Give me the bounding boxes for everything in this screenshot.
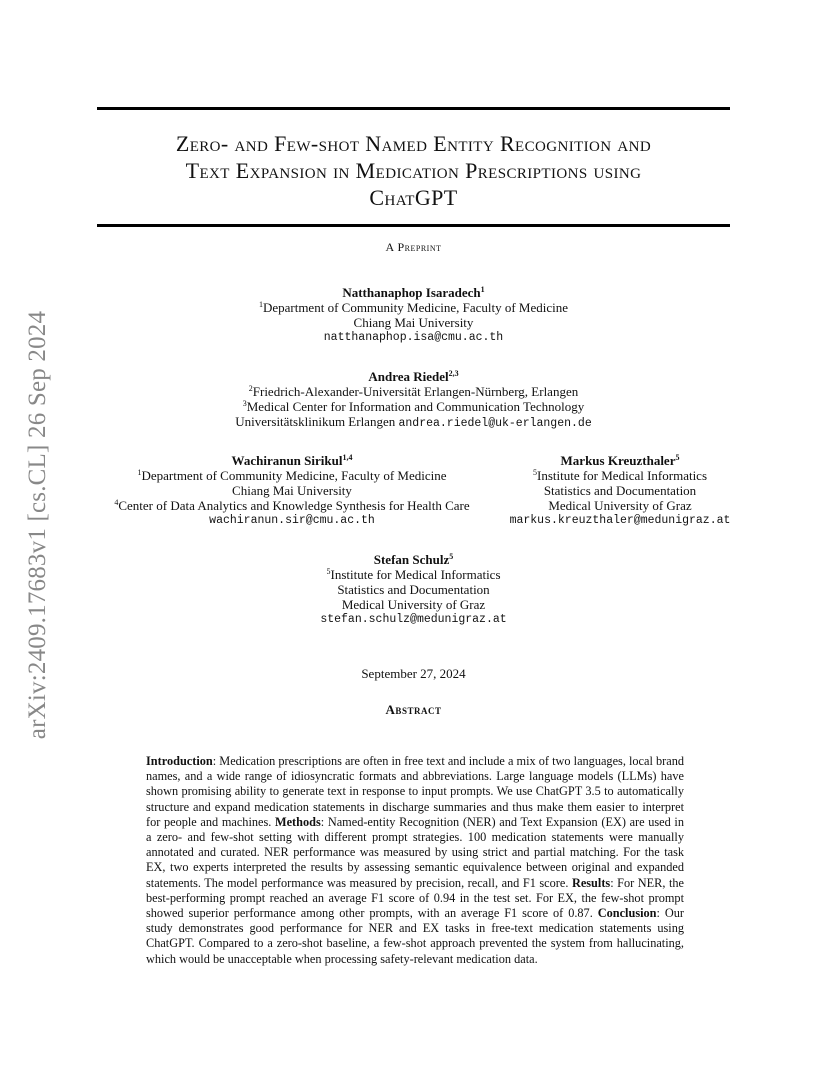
- abstract-intro-label: Introduction: [146, 754, 213, 768]
- title-line-2: Text Expansion in Medication Prescriptions using: [185, 158, 642, 183]
- author-affiliation: $^3$Medical Center for Information and Communication Technology: [242, 399, 585, 414]
- arxiv-identifier-text: arXiv:2409.17683v1 [cs.CL] 26 Sep 2024: [24, 310, 51, 740]
- author-affiliation: Chiang Mai University: [232, 483, 352, 498]
- abstract-results-label: Results: [571, 875, 611, 890]
- author-affiliation: Medical University of Graz: [341, 597, 486, 612]
- title-rule-top: [97, 107, 730, 110]
- author-affiliation: $^1$Department of Community Medicine, Faculty of Medicine: [258, 300, 569, 315]
- author-affiliation: Chiang Mai University: [353, 315, 474, 330]
- author-block-riedel: [97, 369, 730, 431]
- publication-date: September 27, 2024: [361, 666, 466, 681]
- author-affiliation: $^5$Institute for Medical Informatics: [532, 468, 708, 483]
- abstract-results-text: : For NER, the best-performing prompt reached an average F1 score of 0.94 in the test set. For EX, the few-shot prompt showed superior performance among other prompts, with an average F1 score of 0.87.: [146, 875, 684, 921]
- author-affiliation: Statistics and Documentation: [543, 483, 697, 498]
- abstract-intro-text: : Medication prescriptions are often in free text and include a mix of two languages, local brand names, and a wide range of idiosyncratic formats and abbreviations. Large language models (LLMs) have shown promising ability to generate text in response to input prompts. We use ChatGPT 3.5 to automatically structure and expand medication statements in discharge summaries and thus make them easier to interpret for people and machines.: [146, 754, 684, 829]
- author-name: Stefan Schulz$^5$: [373, 552, 454, 567]
- abstract-conclusion-label: Conclusion: [597, 906, 657, 921]
- author-block-isaradech: [97, 285, 730, 345]
- arxiv-identifier: [22, 290, 54, 760]
- abstract-heading: Abstract: [385, 702, 442, 717]
- title-line-1: Zero- and Few-shot Named Entity Recognition and: [175, 131, 652, 156]
- author-email[interactable]: markus.kreuzthaler@medunigraz.at: [509, 514, 731, 527]
- author-block-kreuzthaler: [490, 453, 750, 528]
- preprint-label: A Preprint: [385, 240, 442, 254]
- abstract-methods-label: Methods: [274, 814, 321, 829]
- title-line-3: ChatGPT: [369, 185, 458, 210]
- abstract-body: [146, 754, 684, 967]
- paper-title: [97, 130, 730, 211]
- title-rule-bottom: [97, 224, 730, 227]
- author-affiliation: $^5$Institute for Medical Informatics: [326, 567, 501, 582]
- author-affiliation: Statistics and Documentation: [337, 582, 490, 597]
- author-name: Andrea Riedel$^{2,3}$: [368, 369, 459, 384]
- author-block-sirikul: [100, 453, 484, 528]
- abstract-conclusion-text: : Our study demonstrates good performance for NER and EX tasks in free-text medication statements using ChatGPT. Compared to a zero-shot baseline, a few-shot approach prevented the system from hallucinating, which would be unacceptable when processing safety-relevant medication data.: [146, 906, 684, 966]
- author-email[interactable]: natthanaphop.isa@cmu.ac.th: [323, 331, 504, 344]
- author-affiliation: $^2$Friedrich-Alexander-Universität Erlangen-Nürnberg, Erlangen: [248, 384, 579, 399]
- author-email[interactable]: andrea.riedel@uk-erlangen.de: [398, 417, 592, 430]
- author-name: Wachiranun Sirikul$^{1,4}$: [231, 453, 353, 468]
- author-email[interactable]: stefan.schulz@medunigraz.at: [320, 613, 507, 626]
- author-affiliation: Medical University of Graz: [548, 498, 692, 513]
- author-email[interactable]: wachiranun.sir@cmu.ac.th: [209, 514, 375, 527]
- author-affiliation: $^1$Department of Community Medicine, Faculty of Medicine: [137, 468, 447, 483]
- abstract-methods-text: : Named-entity Recognition (NER) and Text Expansion (EX) are used in a zero- and few-shot setting with different prompt strategies. 100 medication statements were manually annotated and curated. NER performance was measured by using strict and partial matching. For the task EX, two experts interpreted the results by assessing semantic equivalence between original and expanded statements. The model performance was measured by precision, recall, and F1 score.: [146, 814, 684, 890]
- author-affiliation: $^4$Center of Data Analytics and Knowledge Synthesis for Health Care: [114, 498, 470, 513]
- author-name: Markus Kreuzthaler$^5$: [560, 453, 680, 468]
- author-affiliation: Universitätsklinikum Erlangen andrea.riedel@uk-erlangen.de: [235, 414, 592, 430]
- author-name: Natthanaphop Isaradech$^1$: [342, 285, 485, 300]
- author-block-schulz: [97, 552, 730, 627]
